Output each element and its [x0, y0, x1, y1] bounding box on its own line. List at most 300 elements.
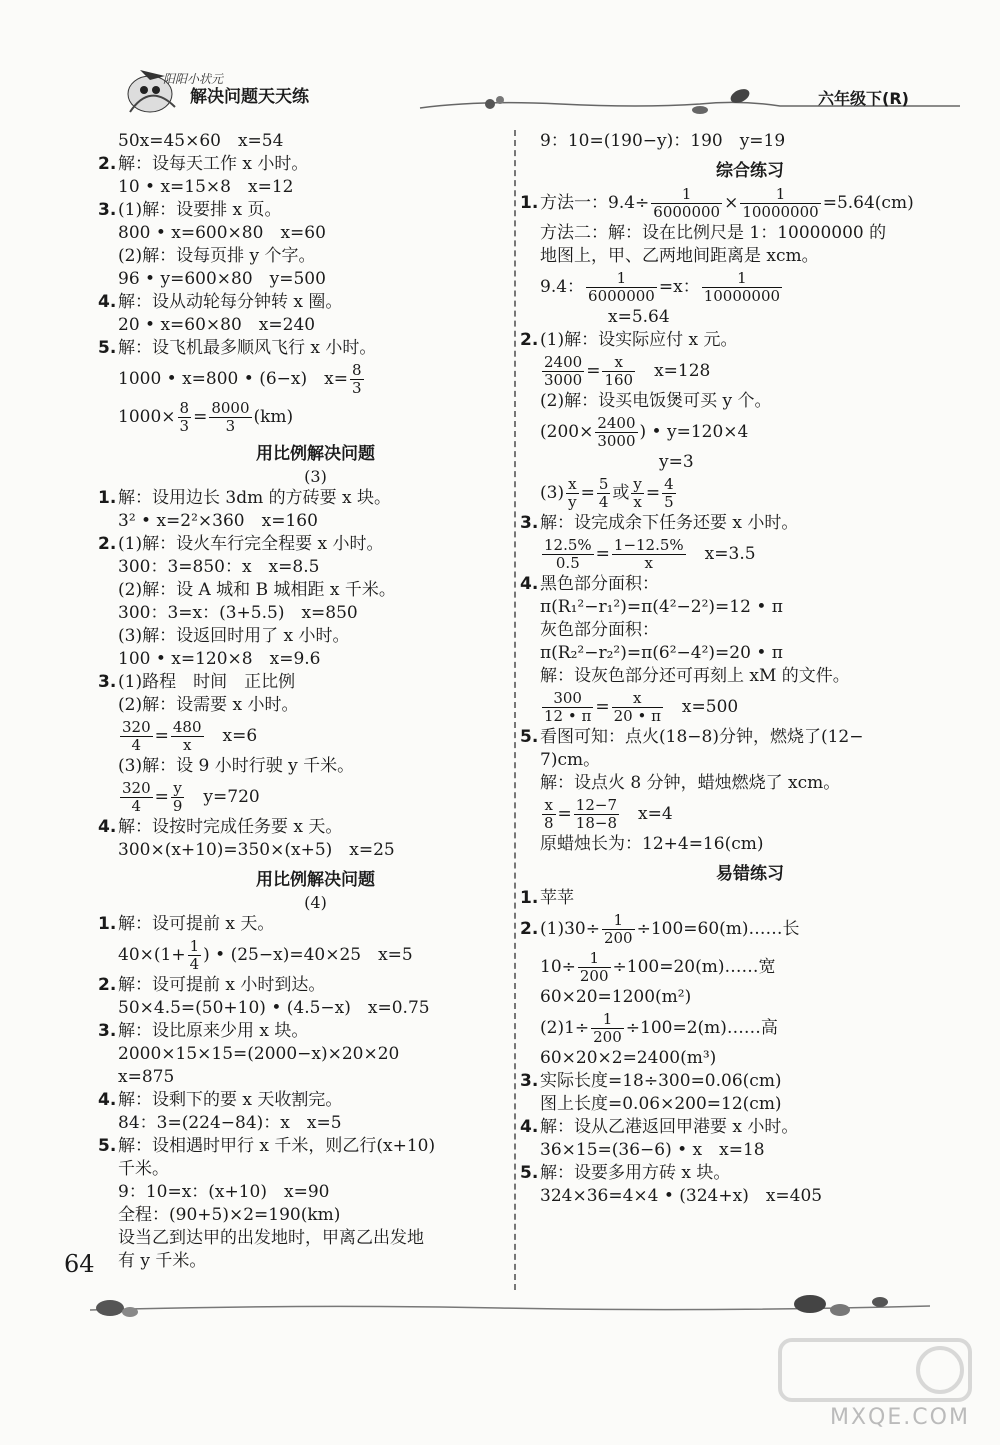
- answer-text: 解：设比原来少用 x 块。: [118, 1021, 309, 1041]
- numerator: 8: [351, 361, 362, 379]
- answer-text: 100 • x=120×8 x=9.6: [118, 649, 321, 669]
- answer-line: [118, 648, 513, 671]
- answer-line: [520, 1070, 960, 1093]
- fraction: [120, 719, 153, 754]
- vine-ornament-icon: [0, 0, 1000, 130]
- item-number: 3.: [98, 672, 117, 692]
- answer-text: 灰色部分面积：: [540, 620, 659, 640]
- fraction: [188, 938, 202, 973]
- answer-line: [540, 245, 960, 268]
- answer-text: 96 • y=600×80 y=500: [118, 269, 326, 289]
- item-number: 3.: [98, 1021, 117, 1041]
- denominator: 6000000: [653, 203, 721, 221]
- answer-text: 解：设飞机最多顺风飞行 x 小时。: [118, 338, 377, 358]
- section-title: 综合练习: [716, 161, 784, 181]
- numerator: 300: [542, 690, 593, 708]
- answer-text: 图上长度=0.06×200=12(cm): [540, 1094, 782, 1114]
- item-number: 3.: [98, 200, 117, 220]
- answer-line: [118, 1181, 513, 1204]
- item-number: 2.: [520, 919, 539, 939]
- equation-line: [540, 795, 960, 833]
- denominator: 4: [131, 736, 142, 754]
- equation-text: =: [154, 787, 169, 807]
- logo-text: 阳阳小状元: [163, 72, 224, 86]
- answer-text: 解：设用边长 3dm 的方砖要 x 块。: [118, 488, 392, 508]
- answer-line: [540, 642, 960, 665]
- answer-text: 7)cm。: [540, 750, 601, 770]
- answer-line: [98, 816, 513, 839]
- answer-line: [520, 1116, 960, 1139]
- answer-line: [540, 130, 960, 153]
- answer-line: [98, 291, 513, 314]
- equation-line: [520, 184, 960, 222]
- item-number: 5.: [98, 1136, 117, 1156]
- numerator: 1: [602, 912, 635, 930]
- fraction: [566, 476, 578, 511]
- item-number: 3.: [520, 513, 539, 533]
- denominator: x: [644, 554, 654, 572]
- denominator: 200: [593, 1028, 622, 1046]
- numerator: y: [633, 475, 642, 493]
- equation-text: (1)30÷: [540, 919, 600, 939]
- section-title: 易错练习: [716, 864, 784, 884]
- numerator: 1: [591, 1011, 624, 1029]
- equation-text: =: [580, 483, 595, 503]
- equation-line: [540, 268, 960, 306]
- numerator: x: [602, 354, 635, 372]
- fraction: [178, 400, 192, 435]
- equation-text: x=6: [205, 726, 258, 746]
- answer-line: [118, 1066, 513, 1089]
- grade-label: 六年级下(R): [818, 89, 909, 108]
- answer-text: (2)解：设 A 城和 B 城相距 x 千米。: [118, 580, 396, 600]
- numerator: 4: [664, 475, 674, 493]
- answer-line: [98, 533, 513, 556]
- footer-vine-icon: [0, 1290, 1000, 1330]
- item-number: 4.: [98, 817, 117, 837]
- item-number: 1.: [520, 193, 539, 213]
- fraction: [602, 354, 635, 389]
- answer-text: 原蜡烛长为：12+4=16(cm): [540, 834, 764, 854]
- answer-text: 60×20×2=2400(m³): [540, 1048, 717, 1068]
- numerator: y: [171, 780, 185, 798]
- equation-line: [118, 717, 513, 755]
- item-number: 4.: [520, 1117, 539, 1137]
- answer-text: 20 • x=60×80 x=240: [118, 315, 316, 335]
- answer-line: [118, 839, 513, 862]
- section-subtitle: (3): [304, 467, 327, 486]
- equation-line: [540, 413, 960, 451]
- answer-line: [98, 1089, 513, 1112]
- answer-text: 解：设相遇时甲行 x 千米，则乙行(x+10): [118, 1136, 436, 1156]
- answer-text: x=875: [118, 1067, 175, 1087]
- equation-line: [540, 535, 960, 573]
- answer-text: (3)解：设返回时用了 x 小时。: [118, 626, 350, 646]
- answer-text: π(R₁²−r₁²)=π(4²−2²)=12 • π: [540, 597, 783, 617]
- answer-text: 300：3=850：x x=8.5: [118, 557, 320, 577]
- numerator: 2400: [544, 353, 583, 371]
- answer-line: [540, 1047, 960, 1070]
- fraction: [542, 797, 556, 832]
- answer-line: [540, 222, 960, 245]
- denominator: 200: [603, 929, 633, 947]
- equation-text: x=3.5: [687, 544, 756, 564]
- answer-line: [98, 913, 513, 936]
- answer-line: [520, 329, 960, 352]
- answer-text: 解：设按时完成任务要 x 天。: [118, 817, 343, 837]
- item-number: 5.: [520, 1163, 539, 1183]
- answer-line: [118, 1112, 513, 1135]
- answer-line: [520, 887, 960, 910]
- answer-line: [540, 665, 960, 688]
- equation-text: ×: [724, 193, 739, 213]
- numerator: 1: [702, 270, 782, 288]
- answer-text: 3² • x=2²×360 x=160: [118, 511, 318, 531]
- answer-line: [540, 619, 960, 642]
- answer-line: [520, 726, 960, 749]
- answer-text: y=3: [540, 452, 694, 472]
- equation-text: (3): [540, 483, 565, 503]
- item-number: 4.: [520, 574, 539, 594]
- equation-line: [520, 910, 960, 948]
- fraction: [662, 476, 676, 511]
- answer-line: [118, 755, 513, 778]
- answer-line: [540, 1093, 960, 1116]
- answer-line: [118, 1043, 513, 1066]
- equation-text: =: [595, 544, 610, 564]
- fraction: [597, 476, 611, 511]
- numerator: 5: [598, 475, 609, 493]
- numerator: 12.5%: [544, 536, 592, 554]
- answer-line: [118, 268, 513, 291]
- numerator: 2400: [597, 414, 636, 432]
- denominator: 18−8: [575, 814, 617, 832]
- denominator: 9: [172, 797, 183, 815]
- answer-line: [540, 596, 960, 619]
- numerator: 1: [740, 186, 820, 204]
- item-number: 2.: [98, 154, 117, 174]
- answer-text: (1)解：设实际应付 x 元。: [540, 330, 738, 350]
- equation-text: 或: [612, 483, 630, 503]
- answer-text: (2)解：设需要 x 小时。: [118, 695, 299, 715]
- watermark-text: MXQE.COM: [830, 1405, 970, 1430]
- denominator: 3000: [597, 432, 636, 450]
- denominator: 3: [179, 417, 190, 435]
- denominator: 3: [351, 379, 362, 397]
- answer-text: 10 • x=15×8 x=12: [118, 177, 294, 197]
- equation-line: [118, 936, 513, 974]
- equation-text: x=4: [621, 804, 673, 824]
- left-column: [98, 130, 513, 1273]
- denominator: 4: [131, 797, 142, 815]
- equation-line: [118, 778, 513, 816]
- numerator: 320: [122, 718, 151, 736]
- answer-text: 300：3=x：(3+5.5) x=850: [118, 603, 358, 623]
- answer-line: [540, 390, 960, 413]
- answer-text: (1)路程 时间 正比例: [118, 672, 296, 692]
- item-number: 2.: [98, 534, 117, 554]
- answer-text: 324×36=4×4 • (324+x) x=405: [540, 1186, 823, 1206]
- answer-text: 300×(x+10)=350×(x+5) x=25: [118, 840, 395, 860]
- answer-text: 解：设每天工作 x 小时。: [118, 154, 309, 174]
- equation-text: =5.64(cm): [822, 193, 914, 213]
- answer-text: 苹苹: [540, 888, 574, 908]
- fraction: [612, 690, 663, 725]
- equation-line: [540, 948, 960, 986]
- numerator: 12−7: [575, 796, 617, 814]
- answer-text: 60×20=1200(m²): [540, 987, 692, 1007]
- answer-text: 解：设完成余下任务还要 x 小时。: [540, 513, 799, 533]
- answer-text: 9：10=(190−y)：190 y=19: [540, 131, 786, 151]
- answer-line: [540, 986, 960, 1009]
- equation-text: 9.4：: [540, 277, 585, 297]
- equation-text: 1000×: [118, 407, 176, 427]
- answer-text: 2000×15×15=(2000−x)×20×20: [118, 1044, 400, 1064]
- fraction: [595, 415, 637, 450]
- fraction: [612, 537, 686, 572]
- book-title: 解决问题天天练: [190, 87, 309, 107]
- numerator: 320: [122, 779, 151, 797]
- equation-text: (2)1÷: [540, 1018, 590, 1038]
- equation-text: x=500: [664, 697, 739, 717]
- answer-line: [118, 1250, 513, 1273]
- denominator: 4: [598, 493, 609, 511]
- answer-line: [118, 1227, 513, 1250]
- denominator: 4: [189, 955, 200, 973]
- equation-text: ÷100=60(m)……长: [636, 919, 800, 939]
- section-title: 用比例解决问题: [256, 444, 375, 464]
- numerator: 1: [651, 186, 722, 204]
- answer-line: [118, 222, 513, 245]
- equation-text: x=128: [637, 361, 711, 381]
- denominator: 8: [544, 814, 554, 832]
- denominator: x: [182, 736, 192, 754]
- answer-line: [118, 579, 513, 602]
- equation-text: 1000 • x=800 • (6−x) x=: [118, 369, 348, 389]
- item-number: 1.: [98, 488, 117, 508]
- answer-text: 千米。: [118, 1159, 169, 1179]
- answer-text: 解：设要多用方砖 x 块。: [540, 1163, 731, 1183]
- section-subtitle: (4): [304, 893, 327, 912]
- answer-text: 84：3=(224−84)：x x=5: [118, 1113, 342, 1133]
- answer-text: 看图可知：点火(18−8)分钟，燃烧了(12−: [540, 727, 864, 747]
- item-number: 2.: [98, 975, 117, 995]
- fraction: [631, 476, 643, 511]
- answer-line: [540, 1139, 960, 1162]
- answer-line: [540, 772, 960, 795]
- item-number: 5.: [520, 727, 539, 747]
- equation-line: [540, 688, 960, 726]
- page-header: [0, 0, 1000, 130]
- answer-text: 解：设可提前 x 小时到达。: [118, 975, 326, 995]
- numerator: 1: [578, 950, 611, 968]
- denominator: 160: [604, 371, 634, 389]
- answer-line: [540, 1185, 960, 1208]
- answer-text: 解：设从动轮每分钟转 x 圈。: [118, 292, 343, 312]
- answer-line: [98, 199, 513, 222]
- item-number: 1.: [98, 914, 117, 934]
- equation-text: (km): [253, 407, 294, 427]
- answer-text: 有 y 千米。: [118, 1251, 207, 1271]
- answer-line: [118, 625, 513, 648]
- fraction: [171, 780, 185, 815]
- equation-line: [118, 360, 513, 398]
- answer-line: [98, 1020, 513, 1043]
- answer-line: [118, 245, 513, 268]
- numerator: 8: [179, 399, 190, 417]
- fraction: [574, 797, 619, 832]
- fraction: [591, 1011, 624, 1046]
- answer-line: [118, 556, 513, 579]
- equation-line: [540, 474, 960, 512]
- equation-line: [118, 398, 513, 436]
- numerator: x: [542, 797, 556, 815]
- answer-line: [118, 510, 513, 533]
- answer-text: π(R₂²−r₂²)=π(6²−4²)=20 • π: [540, 643, 783, 663]
- numerator: 1: [586, 270, 657, 288]
- fraction: [740, 186, 820, 221]
- item-number: 1.: [520, 888, 539, 908]
- answer-text: 解：设可提前 x 天。: [118, 914, 275, 934]
- answer-text: 解：设剩下的要 x 天收割完。: [118, 1090, 343, 1110]
- answer-line: [118, 1158, 513, 1181]
- fraction: [651, 186, 722, 221]
- fraction: [542, 354, 584, 389]
- answer-text: 解：设点火 8 分钟，蜡烛燃烧了 xcm。: [540, 773, 841, 793]
- equation-text: =: [557, 804, 572, 824]
- answer-text: 解：设灰色部分还可再刻上 xM 的文件。: [540, 666, 850, 686]
- answer-line: [98, 487, 513, 510]
- answer-text: (3)解：设 9 小时行驶 y 千米。: [118, 756, 355, 776]
- answer-text: 设当乙到达甲的出发地时，甲离乙出发地: [118, 1228, 424, 1248]
- item-number: 3.: [520, 1071, 539, 1091]
- numerator: 480: [172, 718, 202, 736]
- fraction: [171, 719, 204, 754]
- equation-line: [540, 352, 960, 390]
- section-title: 用比例解决问题: [256, 870, 375, 890]
- equation-text: =: [645, 483, 661, 503]
- answer-line: [98, 671, 513, 694]
- answer-text: 36×15=(36−6) • x x=18: [540, 1140, 765, 1160]
- answer-line: [118, 130, 513, 153]
- denominator: 6000000: [588, 287, 655, 305]
- answer-line: [520, 1162, 960, 1185]
- answer-text: 实际长度=18÷300=0.06(cm): [540, 1071, 782, 1091]
- answer-text: 50×4.5=(50+10) • (4.5−x) x=0.75: [118, 998, 430, 1018]
- equation-text: y=720: [186, 787, 260, 807]
- answer-text: (2)解：设买电饭煲可买 y 个。: [540, 391, 772, 411]
- item-number: 2.: [520, 330, 539, 350]
- answer-line: [540, 833, 960, 856]
- denominator: 5: [664, 493, 674, 511]
- equation-text: =: [586, 361, 601, 381]
- numerator: x: [566, 476, 578, 494]
- denominator: x: [633, 493, 642, 511]
- answer-line: [118, 314, 513, 337]
- right-column: [520, 130, 960, 1208]
- answer-line: [540, 306, 960, 329]
- answer-line: [540, 451, 960, 474]
- answer-text: 9：10=x：(x+10) x=90: [118, 1182, 330, 1202]
- fraction: [350, 362, 364, 397]
- answer-line: [118, 997, 513, 1020]
- equation-text: ÷100=2(m)……高: [625, 1018, 778, 1038]
- denominator: 3000: [544, 371, 583, 389]
- fraction: [120, 780, 153, 815]
- fraction: [602, 912, 635, 947]
- equation-line: [540, 1009, 960, 1047]
- equation-text: =: [193, 407, 208, 427]
- equation-text: =: [154, 726, 169, 746]
- fraction: [542, 537, 594, 572]
- denominator: 12 • π: [544, 707, 592, 725]
- answer-text: 地图上，甲、乙两地间距离是 xcm。: [540, 246, 819, 266]
- equation-text: =x：: [658, 277, 700, 297]
- item-number: 4.: [98, 292, 117, 312]
- answer-line: [98, 974, 513, 997]
- denominator: 3: [225, 417, 236, 435]
- equation-text: ) • y=120×4: [639, 422, 749, 442]
- fraction: [586, 270, 657, 305]
- answer-text: 50x=45×60 x=54: [118, 131, 284, 151]
- fraction: [542, 690, 593, 725]
- answer-line: [118, 694, 513, 717]
- answer-text: (1)解：设要排 x 页。: [118, 200, 282, 220]
- numerator: 8000: [211, 399, 250, 417]
- answer-text: (1)解：设火车行完全程要 x 小时。: [118, 534, 384, 554]
- item-number: 4.: [98, 1090, 117, 1110]
- denominator: 200: [579, 967, 609, 985]
- equation-text: ÷100=20(m)……宽: [612, 957, 776, 977]
- equation-text: 40×(1+: [118, 945, 186, 965]
- answer-line: [118, 602, 513, 625]
- numerator: x: [612, 690, 663, 708]
- fraction: [209, 400, 251, 435]
- fraction: [578, 950, 611, 985]
- equation-text: =: [595, 697, 610, 717]
- answer-text: 黑色部分面积：: [540, 574, 659, 594]
- numerator: 1: [189, 937, 200, 955]
- denominator: 10000000: [703, 287, 781, 305]
- answer-line: [540, 749, 960, 772]
- answer-text: x=5.64: [540, 307, 670, 327]
- answer-line: [98, 1135, 513, 1158]
- answer-line: [98, 153, 513, 176]
- column-divider: [514, 130, 516, 1290]
- answer-line: [118, 176, 513, 199]
- equation-text: (200×: [540, 422, 594, 442]
- page-number: 64: [64, 1250, 95, 1278]
- answer-text: (2)解：设每页排 y 个字。: [118, 246, 316, 266]
- answer-line: [520, 512, 960, 535]
- answer-text: 全程：(90+5)×2=190(km): [118, 1205, 341, 1225]
- numerator: 1−12.5%: [613, 536, 684, 554]
- fraction: [702, 270, 782, 305]
- equation-text: 10÷: [540, 957, 576, 977]
- equation-text: ) • (25−x)=40×25 x=5: [203, 945, 413, 965]
- answer-line: [520, 573, 960, 596]
- answer-line: [98, 337, 513, 360]
- answer-text: 800 • x=600×80 x=60: [118, 223, 326, 243]
- answer-text: 方法二：解：设在比例尺是 1：10000000 的: [540, 223, 887, 243]
- item-number: 5.: [98, 338, 117, 358]
- answer-text: 解：设从乙港返回甲港要 x 小时。: [540, 1117, 799, 1137]
- answer-line: [118, 1204, 513, 1227]
- denominator: 10000000: [742, 203, 819, 221]
- denominator: y: [568, 493, 577, 511]
- denominator: 0.5: [555, 554, 580, 572]
- equation-text: 方法一：9.4÷: [540, 193, 650, 213]
